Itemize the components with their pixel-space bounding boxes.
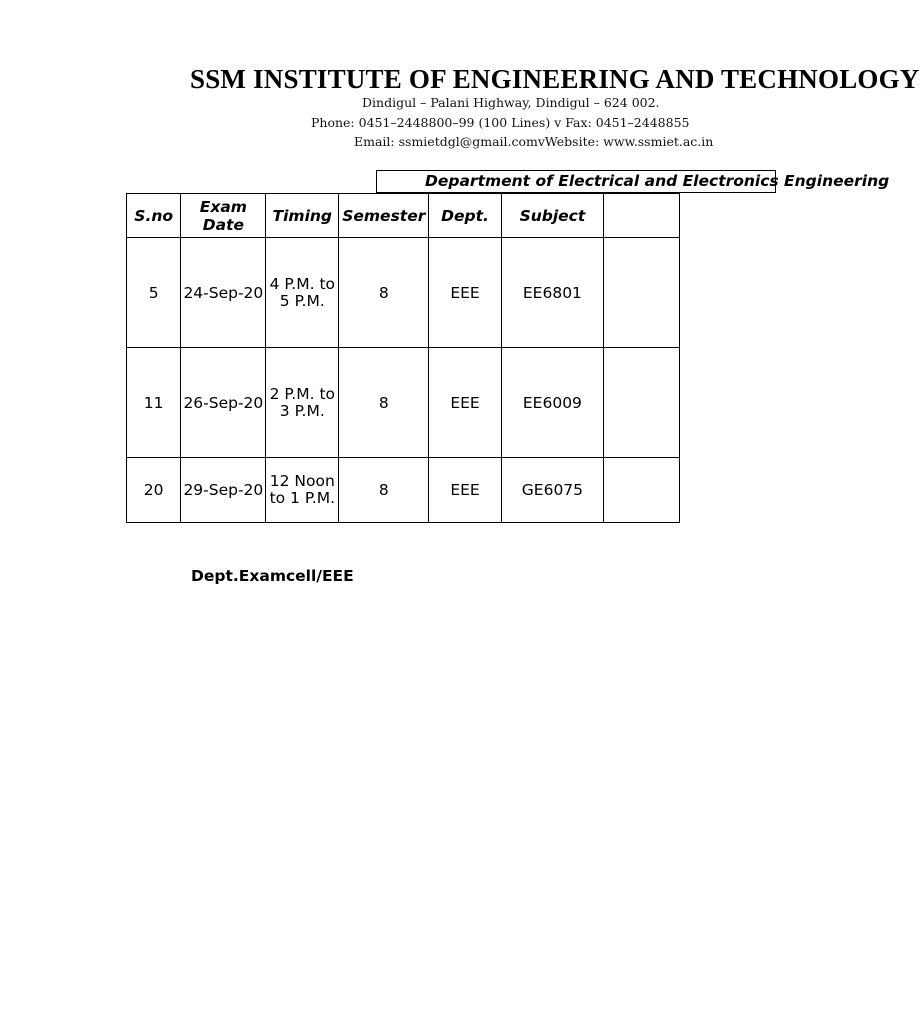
cell-timing (266, 348, 339, 458)
cell-dept: EEE (429, 238, 501, 348)
table-row (127, 238, 680, 348)
dept-examcell-signature: Dept.Examcell/EEE (191, 567, 354, 585)
column-header-semester: Semester (339, 194, 429, 238)
department-banner: Department of Electrical and Electronics Engineering (376, 170, 776, 193)
cell-sno: 20 (127, 458, 181, 523)
table-row (127, 348, 680, 458)
cell-sno: 5 (127, 238, 181, 348)
cell-sno: 11 (127, 348, 181, 458)
timing-line-1: 12 Noon (269, 472, 335, 490)
institute-phone-fax: Phone: 0451–2448800–99 (100 Lines) v Fax: 0451–2448855 (311, 115, 690, 130)
cell-subject: EE6009 (501, 348, 604, 458)
institute-email-website: Email: ssmietdgl@gmail.comvWebsite: www.ssmiet.ac.in (354, 134, 714, 149)
cell-exam-date: 26-Sep-20 (181, 348, 266, 458)
cell-dept: EEE (429, 348, 501, 458)
timing-line-1: 2 P.M. to (269, 384, 335, 403)
cell-extra (604, 348, 680, 458)
timing-line-2: 5 P.M. (279, 291, 325, 310)
cell-exam-date: 29-Sep-20 (181, 458, 266, 523)
cell-semester: 8 (339, 348, 429, 458)
cell-timing (266, 458, 339, 523)
column-header-extra (604, 194, 680, 238)
cell-exam-date: 24-Sep-20 (181, 238, 266, 348)
table-header-row (127, 194, 680, 238)
cell-semester: 8 (339, 238, 429, 348)
institute-address: Dindigul – Palani Highway, Dindigul – 624 002. (362, 95, 660, 110)
exam-schedule-table (126, 193, 680, 523)
cell-semester: 8 (339, 458, 429, 523)
cell-subject: GE6075 (501, 458, 604, 523)
column-header-sno: S.no (127, 194, 181, 238)
institute-title: SSM INSTITUTE OF ENGINEERING AND TECHNOLOGY (190, 64, 920, 94)
cell-extra (604, 238, 680, 348)
column-header-exam-date: Exam Date (181, 194, 266, 238)
column-header-timing: Timing (266, 194, 339, 238)
cell-dept: EEE (429, 458, 501, 523)
timing-line-2: 3 P.M. (279, 401, 325, 420)
column-header-dept: Dept. (429, 194, 501, 238)
timing-line-2: to 1 P.M. (269, 489, 335, 507)
cell-timing (266, 238, 339, 348)
table-row (127, 458, 680, 523)
timing-line-1: 4 P.M. to (269, 274, 335, 293)
cell-extra (604, 458, 680, 523)
column-header-subject: Subject (501, 194, 604, 238)
cell-subject: EE6801 (501, 238, 604, 348)
